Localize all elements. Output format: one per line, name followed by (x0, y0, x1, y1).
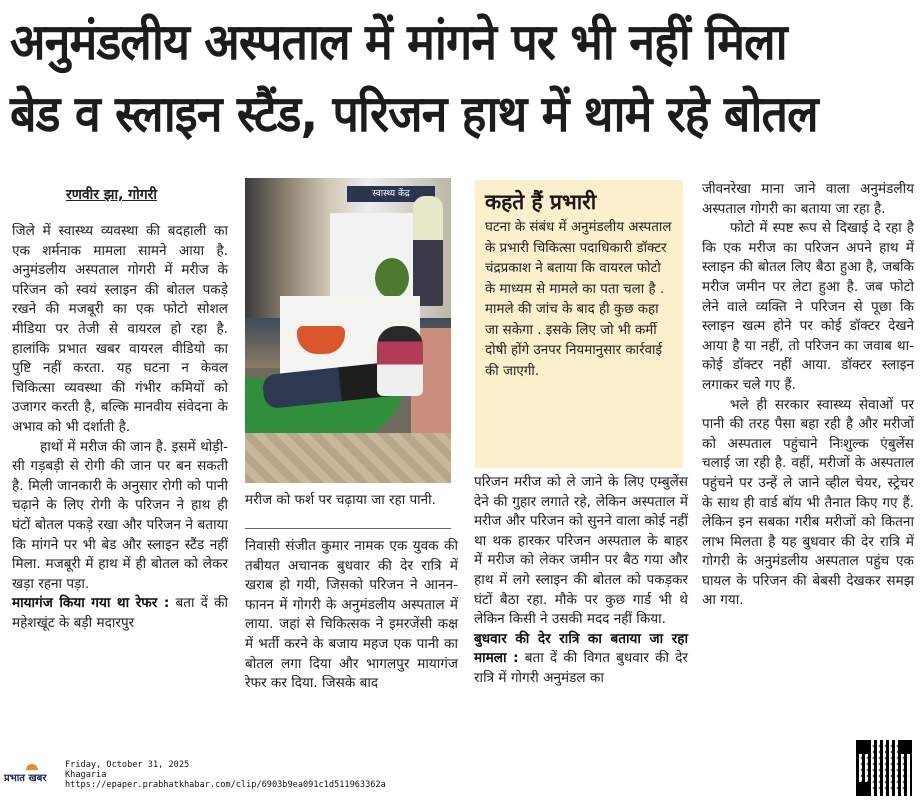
paragraph-text: बता दें की विगत बुधवार की देर रात्रि में गोगरी अनुमंडल का (474, 650, 688, 686)
article-column-1 (12, 222, 228, 633)
subheading: बुधवार की देर रात्रि का बताया जा रहा मामला : (474, 630, 688, 667)
box-title: कहते हैं प्रभारी (485, 190, 597, 214)
paragraph: परिजन मरीज को ले जाने के लिए एम्बुलेंस देने की गुहार लगाते रहे, लेकिन अस्पताल में मरीज और परिजन को सुनने वाला कोई नहीं था थक हारकर परिजन अस्पताल के बाहर में मरीज को लेकर जमीन पर बैठ गया और हाथ में लगे स्लाइन की बोतल को पकड़कर घंटों बैठा रहा. मौके पर कुछ गार्ड भी थे लेकिन किसी ने उसकी मदद नहीं किया. (474, 474, 688, 628)
paragraph-with-subhead (12, 594, 228, 633)
article-column-4 (702, 180, 914, 611)
paragraph: फोटो में स्पष्ट रूप से दिखाई दे रहा है कि एक मरीज का परिजन अपने हाथ में स्लाइन की बोतल लिए बैठा हुआ है, जबकि मरीज जमीन पर लेटा हुआ है. जब फोटो लेने वाले व्यक्ति ने परिजन से पूछा कि स्लाइन खत्म होने पर कोई डॉक्टर देखने आया है या नहीं, तो परिजन का जवाब था-कोई डॉक्टर नहीं आया. डॉक्टर स्लाइन लगाकर चले गए हैं. (702, 220, 914, 393)
sun-icon (26, 764, 38, 770)
photo-plant (375, 258, 409, 298)
divider (245, 528, 451, 529)
paragraph-text: बता दें की महेशखूंट के बड़ी मदारपुर (12, 595, 228, 631)
logo-text: प्रभात खबर (4, 773, 47, 784)
article-column-3 (474, 473, 688, 689)
photo-tiled-floor (245, 433, 451, 483)
clip-date: Friday, October 31, 2025 (65, 760, 190, 770)
clip-edition: Khagaria (65, 770, 107, 780)
headline (10, 6, 856, 150)
clip-metadata (65, 760, 386, 790)
paragraph-with-subhead (474, 630, 688, 689)
byline: रणवीर झा, गोगरी (66, 187, 158, 203)
photo-relative-figure (377, 326, 423, 396)
paragraph: हाथों में मरीज की जान है. इसमें थोड़ी-सी गड़बड़ी से रोगी की जान पर बन सकती है. मिली जानकारी के अनुसार रोगी को पानी चढ़ाने के लिए रोगी के परिजन ने हाथ ही घंटों बोतल पकड़े रखा और परिजन ने बताया कि मांगने पर भी बेड और स्लाइन स्टैंड नहीं मिला. मजबूरी में हाथ में ही बोतल को लेकर खड़ा रहना पड़ा. (12, 438, 228, 592)
photo-sign: स्वास्थ्य केंद्र (347, 186, 435, 202)
paragraph: भले ही सरकार स्वास्थ्य सेवाओं पर पानी की तरह पैसा बहा रही है और मरीजों को अस्पताल पहुंचाने निःशुल्क एंबुलेंस चलाई जा रही है. वहीं, मरीजों के अस्पताल पहुंचने पर उन्हें ले जाने व्हील चेयर, स्ट्रेचर के साथ ही वार्ड बॉय भी तैनात किए गए हैं. लेकिन इन सबका गरीब मरीजों को कितना लाभ मिलता है यह बुधवार की देर रात्रि में गोगरी के अनुमंडलीय अस्पताल पहुंच एक घायल के परिजन की बेबसी देखकर समझ आ गया. (702, 396, 914, 609)
official-statement-box (475, 180, 683, 468)
box-body: घटना के संबंध में अनुमंडलीय अस्पताल के प्रभारी चिकित्सा पदाधिकारी डॉक्टर चंद्रप्रकाश ने बताया कि वायरल फोटो के माध्यम से मामले का पता चला है . मामले की जांच के बाद ही कुछ कहा जा सकेगा . इसके लिए जो भी कर्मी दोषी होंगे उनपर नियमानुसार कार्रवाई की जाएगी. (485, 220, 672, 379)
subheading: मायागंज किया गया था रेफर : (12, 595, 170, 612)
paragraph: जिले में स्वास्थ्य व्यवस्था की बदहाली का एक शर्मनाक मामला सामने आया है. अनुमंडलीय अस्पताल गोगरी में मरीज के परिजन को स्वयं स्लाइन की बोतल पकड़े रखने की मजबूरी का एक फोटो सोशल मीडिया पर तेजी से वायरल हो रहा है. हालांकि प्रभात खबर वायरल वीडियो का पुष्टि नहीं करता. यह घटना न केवल चिकित्सा व्यवस्था की गंभीर कमियों को उजागर करती है, बल्कि मानवीय संवेदना के अभाव को भी दर्शाती है. (12, 223, 228, 435)
clip-url[interactable]: https://epaper.prabhatkhabar.com/clip/6903b9ea091c1d511963362a (65, 780, 386, 790)
article-column-2 (245, 537, 458, 694)
qr-code-icon[interactable] (856, 740, 912, 796)
photo-caption: मरीज को फर्श पर चढ़ाया जा रहा पानी. (245, 492, 436, 508)
paragraph: जीवनरेखा माना जाने वाला अनुमंडलीय अस्पताल गोगरी का बताया जा रहा है. (702, 181, 914, 217)
photo-guard-figure (413, 196, 443, 306)
headline-line-1: अनुमंडलीय अस्पताल में मांगने पर भी नहीं मिला (10, 13, 787, 71)
paragraph: निवासी संजीत कुमार नामक एक युवक की तबीयत अचानक बुधवार की देर रात्रि में खराब हो गयी, जिसको परिजन ने आनन-फानन में गोगरी के अनुमंडलीय अस्पताल में लाया. जहां से चिकित्सक ने इमरजेंसी कक्ष में भर्ती करने के बजाय महज एक पानी का बोतल लगा दिया और भागलपुर मायागंज रेफर कर दिया. जिसके बाद (245, 538, 458, 692)
prabhat-khabar-logo (4, 770, 56, 786)
headline-line-2: बेड व स्लाइन स्टैंड, परिजन हाथ में थामे रहे बोतल (10, 85, 818, 143)
news-photo (245, 178, 451, 483)
